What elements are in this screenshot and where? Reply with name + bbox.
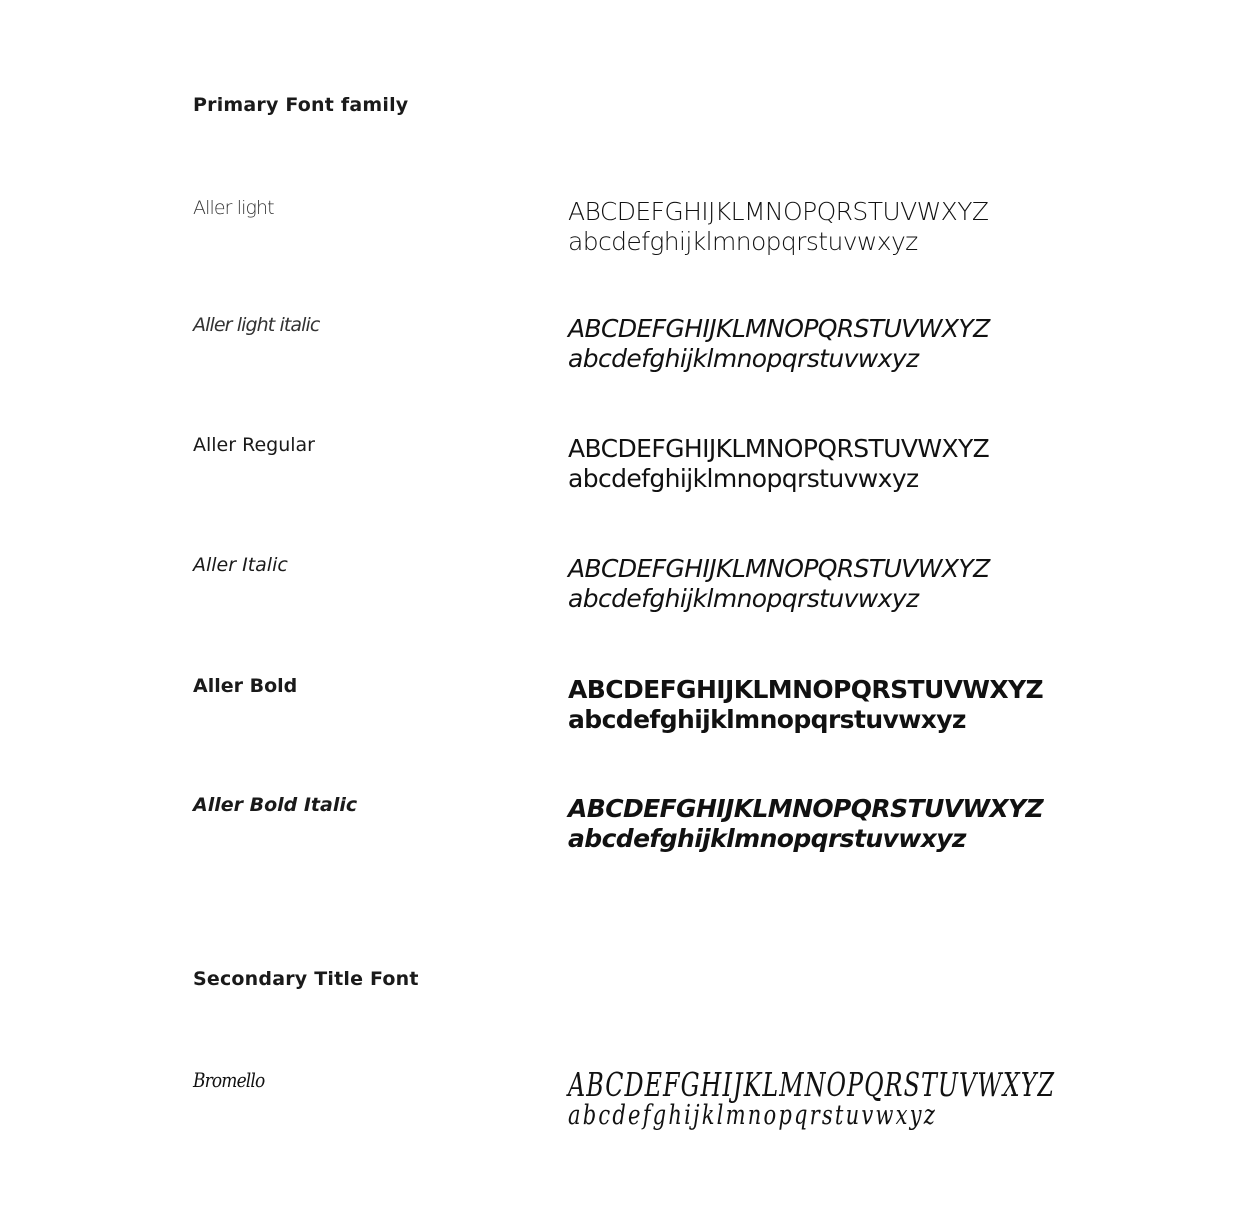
lowercase-sample: abcdefghijklmnopqrstuvwxyz (568, 1100, 938, 1131)
lowercase-sample: abcdefghijklmnopqrstuvwxyz (568, 705, 966, 734)
font-name-label: Aller Regular (193, 434, 315, 456)
primary-font-family-heading: Primary Font family (193, 94, 409, 116)
uppercase-sample: ABCDEFGHIJKLMNOPQRSTUVWXYZ (568, 554, 990, 583)
uppercase-sample: ABCDEFGHIJKLMNOPQRSTUVWXYZ (568, 794, 1044, 823)
secondary-title-font-heading: Secondary Title Font (193, 968, 419, 990)
font-name-label: Aller light italic (193, 314, 320, 336)
alphabet-sample (568, 554, 990, 614)
font-name-label: Aller Italic (193, 554, 288, 576)
alphabet-sample (568, 314, 990, 374)
alphabet-sample (568, 197, 988, 257)
alphabet-sample (568, 675, 1043, 735)
lowercase-sample: abcdefghijklmnopqrstuvwxyz (568, 344, 919, 373)
alphabet-sample (568, 434, 989, 494)
uppercase-sample: ABCDEFGHIJKLMNOPQRSTUVWXYZ (568, 434, 990, 463)
lowercase-sample: abcdefghijklmnopqrstuvwxyz (568, 584, 919, 613)
uppercase-sample: ABCDEFGHIJKLMNOPQRSTUVWXYZ (568, 314, 990, 343)
font-name-label: Bromello (193, 1068, 265, 1092)
lowercase-sample: abcdefghijklmnopqrstuvwxyz (568, 227, 918, 256)
uppercase-sample: ABCDEFGHIJKLMNOPQRSTUVWXYZ (568, 197, 989, 226)
alphabet-sample (568, 794, 1043, 854)
lowercase-sample: abcdefghijklmnopqrstuvwxyz (568, 824, 966, 853)
font-name-label: Aller light (193, 197, 274, 219)
alphabet-sample (568, 1065, 1240, 1131)
uppercase-sample: ABCDEFGHIJKLMNOPQRSTUVWXYZ (568, 1065, 1056, 1104)
font-name-label: Aller Bold (193, 675, 298, 697)
uppercase-sample: ABCDEFGHIJKLMNOPQRSTUVWXYZ (568, 675, 1044, 704)
lowercase-sample: abcdefghijklmnopqrstuvwxyz (568, 464, 919, 493)
font-name-label: Aller Bold Italic (193, 794, 358, 816)
